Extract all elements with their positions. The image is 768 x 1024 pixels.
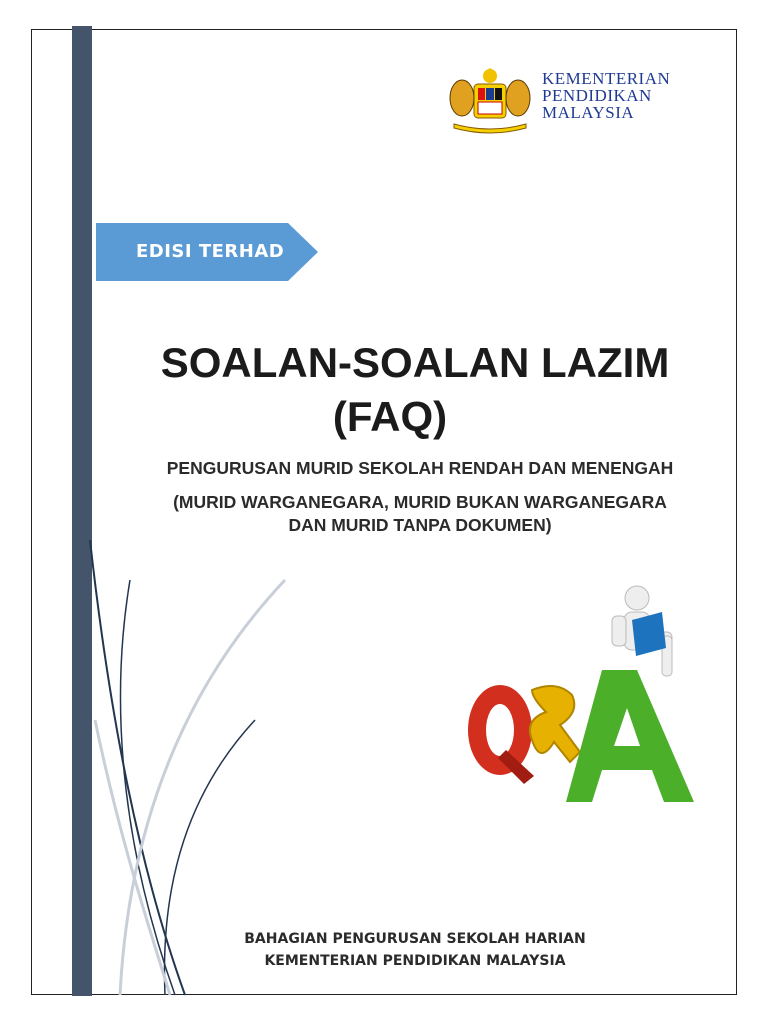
logo-line-3: MALAYSIA	[542, 103, 635, 122]
qa-person-reading-icon	[462, 580, 710, 812]
title-line-2: (FAQ)	[332, 393, 448, 440]
page-title	[100, 336, 730, 444]
subtitle-detail	[110, 491, 730, 537]
subtitle-line-3: DAN MURID TANPA DOKUMEN)	[288, 515, 552, 535]
subtitle: PENGURUSAN MURID SEKOLAH RENDAH DAN MENENGAH	[166, 458, 674, 478]
edition-tag	[96, 223, 318, 281]
title-line-1: SOALAN-SOALAN LAZIM	[160, 339, 670, 386]
ministry-logo-text	[542, 70, 670, 121]
logo-line-1: KEMENTERIAN	[542, 69, 671, 88]
logo-line-2: PENDIDIKAN	[542, 86, 652, 105]
footer	[200, 928, 630, 972]
malaysia-coat-of-arms-icon	[444, 66, 536, 136]
footer-line-2: KEMENTERIAN PENDIDIKAN MALAYSIA	[264, 953, 566, 969]
footer-line-1: BAHAGIAN PENGURUSAN SEKOLAH HARIAN	[244, 931, 586, 947]
subtitle-line-2: (MURID WARGANEGARA, MURID BUKAN WARGANEGARA	[173, 492, 667, 512]
edition-tag-label: EDISI TERHAD	[136, 241, 285, 262]
